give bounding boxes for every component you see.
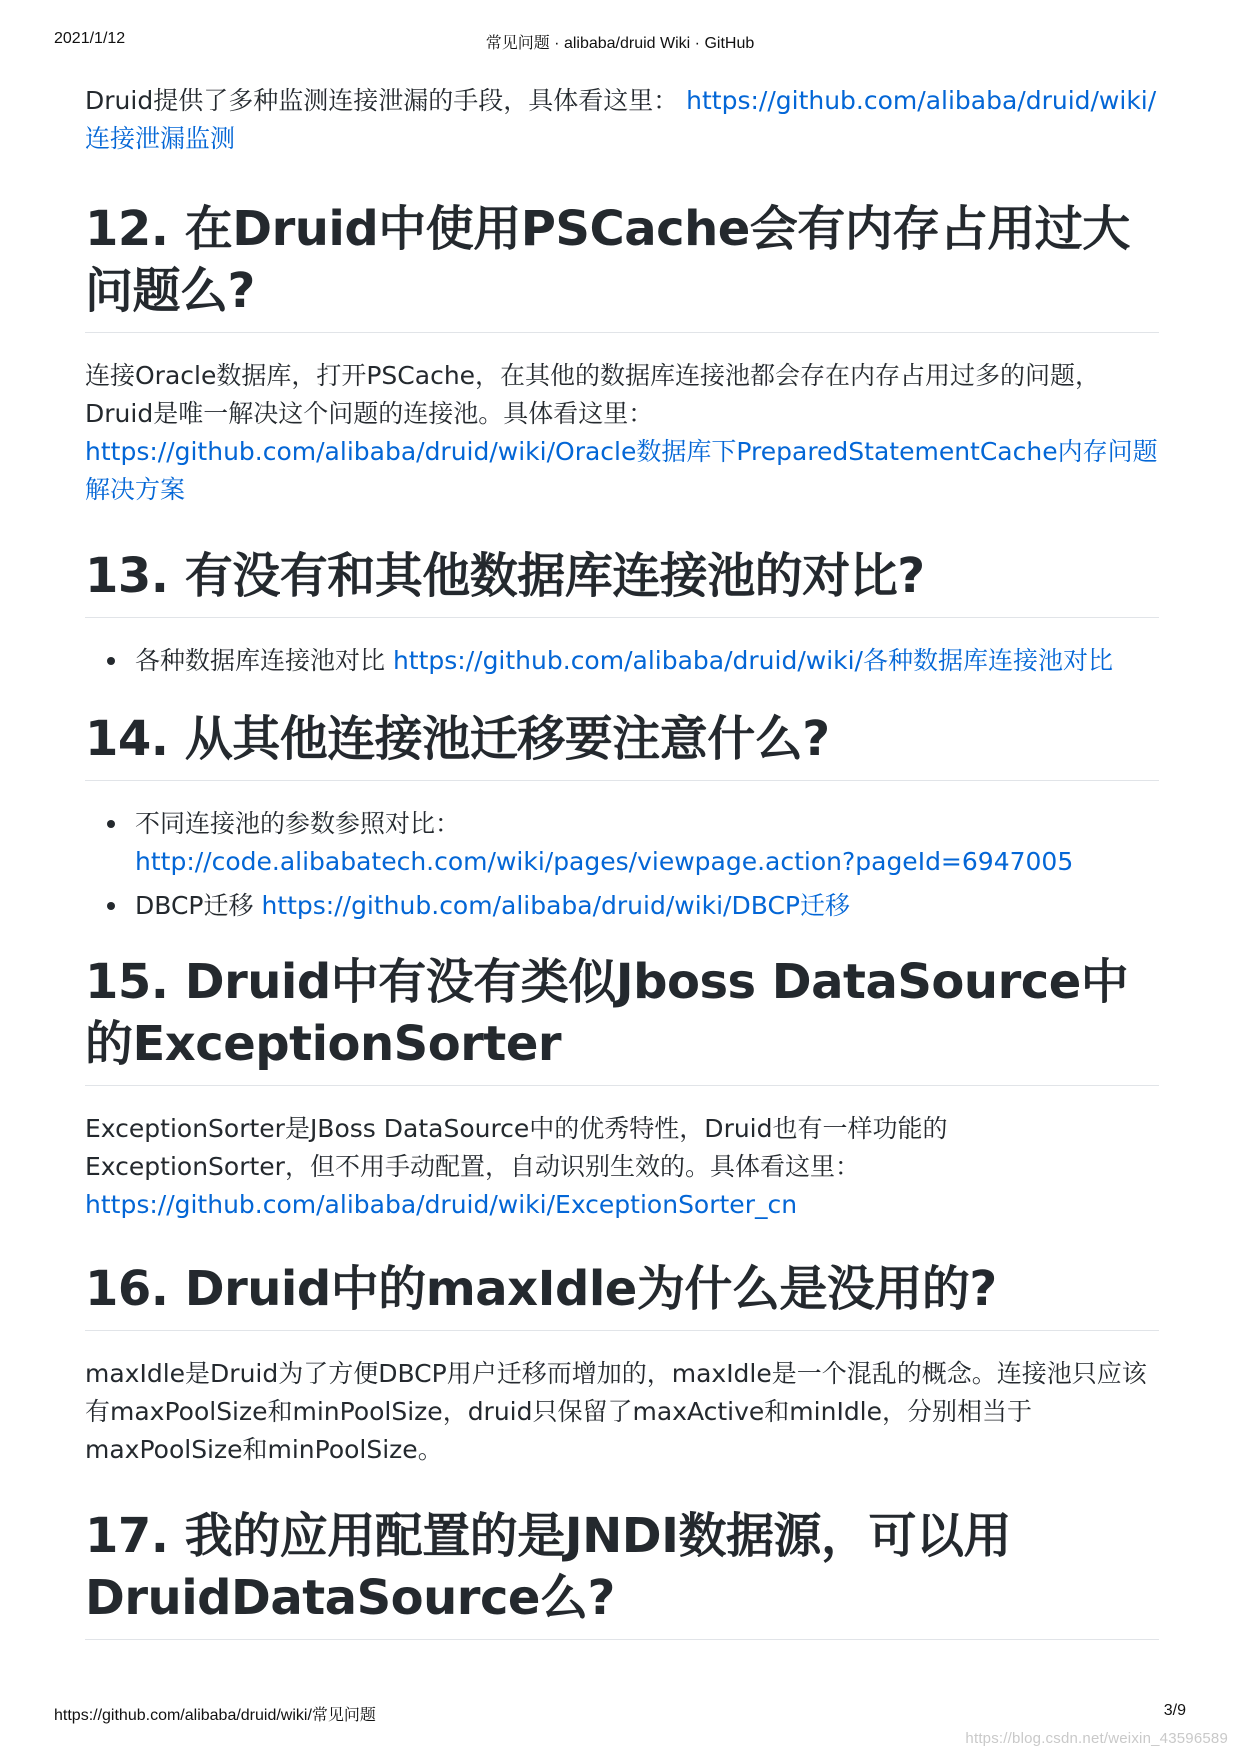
heading-q12: 12. 在Druid中使用PSCache会有内存占用过大问题么? bbox=[85, 198, 1159, 333]
q14-item-text: DBCP迁移 bbox=[135, 891, 262, 920]
q12-answer bbox=[85, 357, 1159, 509]
intro-text: Druid提供了多种监测连接泄漏的手段，具体看这里： bbox=[85, 86, 687, 115]
bullet-icon bbox=[107, 902, 115, 910]
heading-q13: 13. 有没有和其他数据库连接池的对比? bbox=[85, 545, 1159, 618]
heading-q16: 16. Druid中的maxIdle为什么是没用的? bbox=[85, 1258, 1159, 1331]
list-item bbox=[135, 805, 1159, 881]
q16-answer: maxIdle是Druid为了方便DBCP用户迁移而增加的，maxIdle是一个混乱的概念。连接池只应该有maxPoolSize和minPoolSize，druid只保留了maxActive和minIdle，分别相当于maxPoolSize和minPoolSize。 bbox=[85, 1359, 1147, 1464]
watermark: https://blog.csdn.net/weixin_43596589 bbox=[965, 1730, 1228, 1747]
print-page-url: https://github.com/alibaba/druid/wiki/常见问题 bbox=[54, 1707, 376, 1724]
q14-item-link[interactable]: https://github.com/alibaba/druid/wiki/DBCP迁移 bbox=[261, 891, 850, 920]
q12-link[interactable]: https://github.com/alibaba/druid/wiki/Oracle数据库下PreparedStatementCache内存问题解决方案 bbox=[85, 437, 1158, 504]
q15-link[interactable]: https://github.com/alibaba/druid/wiki/ExceptionSorter_cn bbox=[85, 1190, 798, 1219]
q14-list bbox=[85, 805, 1159, 925]
q14-item-link[interactable]: http://code.alibabatech.com/wiki/pages/viewpage.action?pageId=6947005 bbox=[135, 847, 1074, 876]
page-number: 3/9 bbox=[1163, 1702, 1186, 1719]
list-item bbox=[135, 887, 1159, 925]
q15-answer bbox=[85, 1110, 1159, 1224]
q13-item-text: 各种数据库连接池对比 bbox=[135, 646, 393, 675]
heading-q14: 14. 从其他连接池迁移要注意什么? bbox=[85, 708, 1159, 781]
list-item bbox=[135, 642, 1159, 680]
heading-q15: 15. Druid中有没有类似Jboss DataSource中的ExceptionSorter bbox=[85, 951, 1159, 1086]
q13-item-link[interactable]: https://github.com/alibaba/druid/wiki/各种数据库连接池对比 bbox=[392, 646, 1113, 675]
q14-item-text: 不同连接池的参数参照对比： bbox=[135, 809, 461, 838]
leak-detection-link[interactable]: https://github.com/alibaba/druid/wiki/连接泄漏监测 bbox=[85, 86, 1157, 153]
intro-paragraph bbox=[85, 82, 1159, 158]
wiki-content bbox=[85, 82, 1159, 1640]
bullet-icon bbox=[107, 820, 115, 828]
bullet-icon bbox=[107, 657, 115, 665]
q12-text: 连接Oracle数据库，打开PSCache，在其他的数据库连接池都会存在内存占用过多的问题，Druid是唯一解决这个问题的连接池。具体看这里： bbox=[85, 361, 1101, 428]
q15-text: ExceptionSorter是JBoss DataSource中的优秀特性，Druid也有一样功能的ExceptionSorter，但不用手动配置，自动识别生效的。具体看这里： bbox=[85, 1114, 948, 1181]
print-date: 2021/1/12 bbox=[54, 30, 126, 47]
heading-q17: 17. 我的应用配置的是JNDI数据源，可以用DruidDataSource么? bbox=[85, 1505, 1159, 1640]
print-footer bbox=[54, 1702, 1186, 1726]
print-page-title: 常见问题 · alibaba/druid Wiki · GitHub bbox=[485, 35, 755, 52]
print-header bbox=[54, 30, 1186, 54]
q13-list bbox=[85, 642, 1159, 680]
